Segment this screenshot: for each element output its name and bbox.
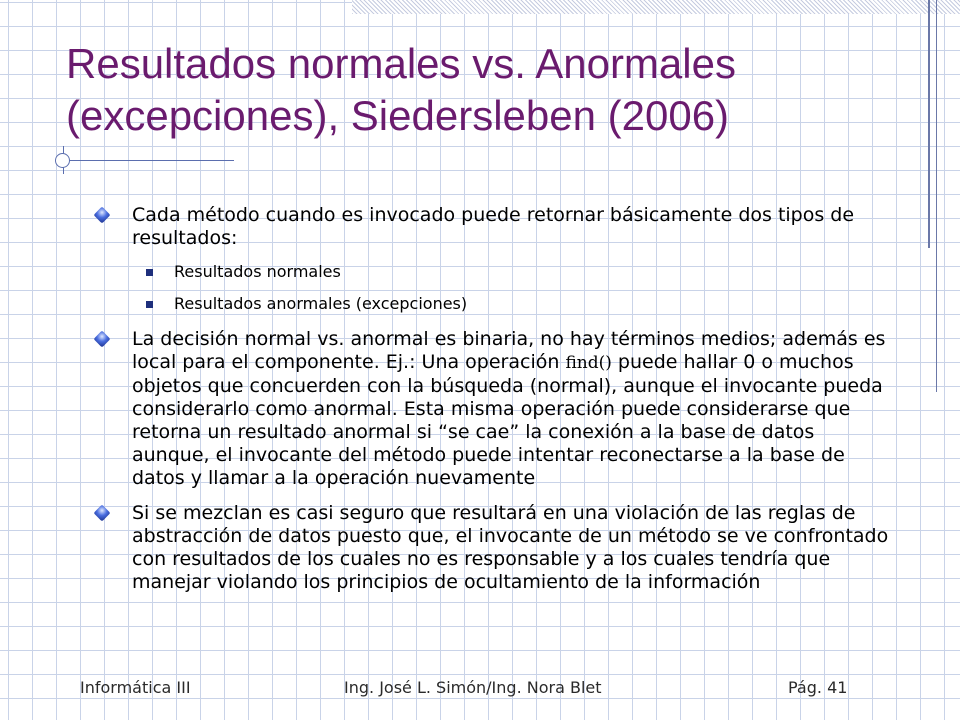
slide-title-line-2: (excepciones), Siedersleben (2006) bbox=[66, 92, 730, 139]
sub-bullet-text: Resultados normales bbox=[174, 262, 341, 281]
bullet-item bbox=[92, 204, 892, 250]
bullet-text: Cada método cuando es invocado puede retornar básicamente dos tipos de resultados: bbox=[132, 204, 855, 249]
blue-diamond-bullet-icon bbox=[94, 207, 111, 224]
navy-square-bullet-icon bbox=[146, 269, 153, 276]
decorative-vertical-line bbox=[936, 0, 937, 392]
bullet-item bbox=[92, 502, 892, 594]
slide-title bbox=[66, 38, 906, 142]
footer-page-number: Pág. 41 bbox=[788, 678, 848, 697]
slide-title-line-1: Resultados normales vs. Anormales bbox=[66, 40, 736, 87]
code-snippet: find() bbox=[565, 353, 612, 373]
bullet-item bbox=[92, 328, 892, 490]
blue-diamond-bullet-icon bbox=[94, 505, 111, 522]
blue-diamond-bullet-icon bbox=[94, 331, 111, 348]
slide-body bbox=[92, 204, 892, 594]
navy-square-bullet-icon bbox=[146, 301, 153, 308]
header-hatch-band bbox=[352, 0, 960, 14]
bullet-text: Si se mezclan es casi seguro que resultará en una violación de las reglas de abstracción de datos puesto que, el invocante de un método se ve confrontado con resultados de los cuales no es responsable y a los cuales tendría que manejar violando los principios de ocultamiento de la información bbox=[132, 502, 889, 593]
title-underline bbox=[56, 160, 234, 161]
sub-bullet-text: Resultados anormales (excepciones) bbox=[174, 294, 468, 313]
decorative-vertical-line bbox=[928, 0, 930, 248]
footer-authors: Ing. José L. Simón/Ing. Nora Blet bbox=[344, 678, 602, 697]
bullet-text-after-code: puede hallar 0 o muchos objetos que concuerden con la búsqueda (normal), aunque el invocante pueda considerarlo como anormal. Esta misma operación puede considerarse que retorna un resultado anormal si “se cae” la conexión a la base de datos aunque, el invocante del método puede intentar reconectarse a la base de datos y llamar a la operación nuevamente bbox=[132, 351, 883, 489]
footer-course: Informática III bbox=[80, 678, 191, 697]
sub-bullet-item bbox=[92, 294, 892, 314]
crosshair-circle-icon bbox=[55, 153, 70, 168]
bullet-text-before-code: La decisión normal vs. anormal es binaria, no hay términos medios; además es local para el componente. Ej.: Una operación bbox=[132, 328, 886, 373]
sub-bullet-item bbox=[92, 262, 892, 282]
